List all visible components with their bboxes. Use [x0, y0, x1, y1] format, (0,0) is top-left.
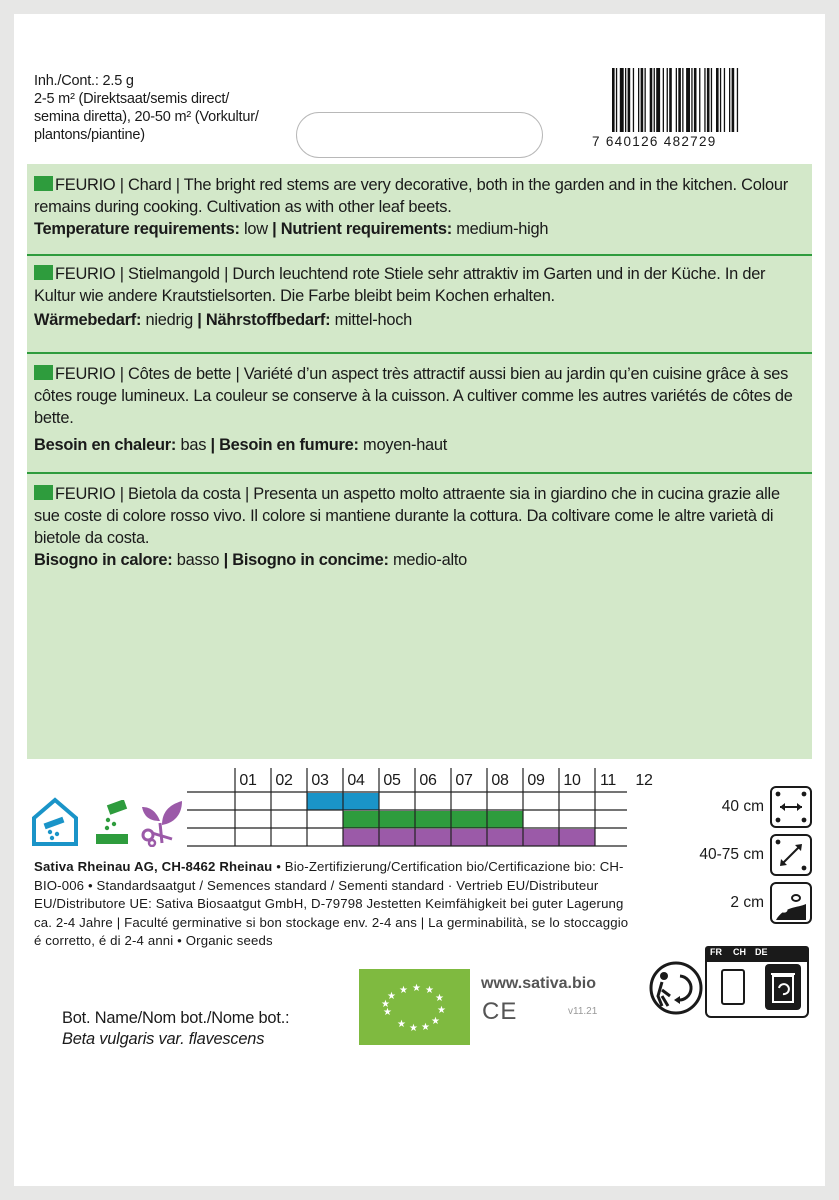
green-square-icon	[34, 176, 53, 191]
req-value: low	[239, 220, 273, 238]
ce-mark: CE	[482, 998, 518, 1025]
req-label: | Bisogno in concime:	[223, 551, 389, 569]
barcode-bar	[724, 68, 725, 132]
green-square-icon	[34, 365, 53, 380]
requirements-line	[34, 309, 804, 331]
bin-icon	[765, 964, 801, 1010]
green-square-icon	[34, 265, 53, 280]
barcode-bar	[711, 68, 712, 132]
req-value: bas	[176, 436, 211, 454]
req-value: niedrig	[141, 311, 198, 329]
barcode-bar	[699, 68, 700, 132]
svg-text:★: ★	[383, 1007, 392, 1018]
svg-text:★: ★	[421, 1022, 430, 1033]
svg-text:★: ★	[435, 993, 444, 1004]
barcode-bar	[620, 68, 624, 132]
barcode-bar	[686, 68, 690, 132]
barcode-bar	[612, 68, 615, 132]
barcode-bar	[669, 68, 672, 132]
month-label: 10	[563, 772, 581, 789]
barcode-bar	[645, 68, 646, 132]
eu-organic-logo	[359, 969, 470, 1045]
barcode-bar	[625, 68, 626, 132]
spacing-label: 40-75 cm	[699, 846, 764, 863]
month-label: 12	[635, 772, 653, 789]
month-label: 07	[455, 772, 473, 789]
svg-text:★: ★	[437, 1005, 446, 1016]
row-spacing	[722, 786, 812, 828]
req-label: Besoin en chaleur:	[34, 436, 177, 454]
month-label: 05	[383, 772, 401, 789]
barcode-bar	[638, 68, 639, 132]
packet-icon	[719, 966, 749, 1010]
barcode-bar	[682, 68, 683, 132]
section-text: FEURIO | Stielmangold | Durch leuchtend rote Stiele sehr attraktiv im Garten und in der Küche. In der Kultur wie andere Krautstielsorten. Die Farbe bleibt beim Kochen erhalten.	[34, 265, 766, 305]
svg-text:★: ★	[387, 991, 396, 1002]
botanical-name-block	[62, 1008, 289, 1050]
sowing-calendar	[27, 768, 653, 856]
barcode-bar	[716, 68, 719, 132]
section-text: FEURIO | Chard | The bright red stems are very decorative, both in the garden and in the kitchen. Colour remains during cooking. Cultivation as with other leaf beets.	[34, 176, 788, 216]
month-label: 06	[419, 772, 437, 789]
section-german	[34, 263, 804, 331]
section-divider	[27, 254, 812, 256]
botanical-label: Bot. Name/Nom bot./Nome bot.:	[62, 1009, 290, 1027]
eu-leaf-stars-icon	[359, 969, 470, 1045]
requirements-line	[34, 549, 804, 571]
company-name: Sativa Rheinau AG, CH-8462 Rheinau	[34, 859, 273, 874]
barcode-bars	[592, 68, 772, 132]
spacing-label: 2 cm	[730, 894, 764, 911]
req-value: basso	[172, 551, 224, 569]
requirements-line	[34, 434, 804, 456]
barcode-bar	[650, 68, 653, 132]
barcode-bar	[633, 68, 634, 132]
barcode-bar	[641, 68, 644, 132]
section-italian	[34, 483, 804, 571]
req-label: Wärmebedarf:	[34, 311, 142, 329]
contents-info	[34, 72, 259, 144]
green-square-icon	[34, 485, 53, 500]
req-value: moyen-haut	[358, 436, 448, 454]
section-divider	[27, 352, 812, 354]
barcode-bar	[691, 68, 692, 132]
req-value: medio-alto	[388, 551, 468, 569]
req-label: Temperature requirements:	[34, 220, 240, 238]
section-english	[34, 174, 804, 240]
contents-line: semina diretta), 20-50 m² (Vorkultur/	[34, 109, 259, 125]
svg-text:★: ★	[381, 999, 390, 1010]
requirements-line	[34, 218, 804, 240]
contents-line: 2-5 m² (Direktsaat/semis direct/	[34, 91, 230, 107]
barcode-bar	[732, 68, 735, 132]
triman-logo-icon	[648, 960, 704, 1016]
contents-line: plantons/piantine)	[34, 127, 145, 143]
barcode-bar	[737, 68, 738, 132]
barcode-digits: 7 640126 482729	[592, 134, 717, 149]
req-label: Bisogno in calore:	[34, 551, 173, 569]
month-label: 09	[527, 772, 545, 789]
company-info	[34, 858, 634, 951]
barcode-bar	[628, 68, 631, 132]
svg-text:★: ★	[412, 983, 421, 994]
month-label: 01	[239, 772, 257, 789]
botanical-name: Beta vulgaris var. flavescens	[62, 1030, 265, 1048]
svg-text:★: ★	[399, 985, 408, 996]
svg-text:★: ★	[409, 1023, 418, 1034]
svg-text:★: ★	[397, 1019, 406, 1030]
section-divider	[27, 472, 812, 474]
hanger-slot	[296, 112, 543, 158]
req-label: | Besoin en fumure:	[210, 436, 359, 454]
req-value: mittel-hoch	[330, 311, 413, 329]
req-value: medium-high	[451, 220, 549, 238]
calendar-grid	[27, 768, 627, 856]
barcode-bar	[667, 68, 668, 132]
month-label: 02	[275, 772, 293, 789]
row-spacing-icon	[770, 786, 812, 828]
barcode-bar	[678, 68, 681, 132]
barcode-bar	[676, 68, 677, 132]
req-label: | Nutrient requirements:	[272, 220, 452, 238]
section-text: FEURIO | Bietola da costa | Presenta un aspetto molto attraente sia in giardino che in cucina grazie alle sue coste di colore rosso vivo. Il colore si mantiene durante la cottura. Da coltivare come le altre varietà di bietole da costa.	[34, 485, 780, 547]
barcode-bar	[720, 68, 721, 132]
req-label: | Nährstoffbedarf:	[197, 311, 331, 329]
company-text: • Bio-Zertifizierung/Certification bio/Certificazione bio: CH-BIO-006 • Standardsaatgut / Semences standard / Sementi standard · Vertrieb EU/Distributeur EU/Distributore UE: Sativa Biosaatgut GmbH, D-79798 Jestetten Keimfähigkeit bei guter Lagerung ca. 2-4 Jahre | Faculté germinative si bon stockage env. 2-4 ans | La germinabilità, se lo stoccaggio é corretto, é di 2-4 anni • Organic seeds	[34, 859, 629, 949]
barcode-bar	[694, 68, 697, 132]
recycling-info	[705, 946, 809, 1020]
country-code: CH	[733, 947, 746, 957]
barcode-bar	[616, 68, 617, 132]
country-code: FR	[710, 947, 722, 957]
svg-text:★: ★	[425, 985, 434, 996]
sowing-depth-icon	[770, 882, 812, 924]
calendar-bar-harvest	[343, 829, 595, 846]
section-text: FEURIO | Côtes de bette | Variété d’un aspect très attractif aussi bien au jardin qu’en cuisine grâce à ses côtes rouge lumineux. La couleur se conserve à la cuisson. A cultiver comme les autres variétés de côtes de bette.	[34, 365, 793, 427]
spacing-label: 40 cm	[721, 798, 764, 815]
month-label: 04	[347, 772, 365, 789]
website-url: www.sativa.bio	[481, 975, 596, 992]
barcode	[592, 68, 772, 158]
barcode-bar	[729, 68, 730, 132]
barcode-bar	[663, 68, 664, 132]
barcode-bar	[707, 68, 710, 132]
section-french	[34, 363, 804, 456]
month-label: 03	[311, 772, 329, 789]
calendar-bar-sowing-outdoors	[343, 811, 523, 828]
month-label: 08	[491, 772, 509, 789]
version-label: v11.21	[568, 1006, 598, 1017]
month-label: 11	[599, 772, 616, 789]
plant-spacing	[699, 834, 812, 876]
barcode-bar	[654, 68, 655, 132]
plant-spacing-icon	[770, 834, 812, 876]
country-code: DE	[755, 947, 768, 957]
svg-text:★: ★	[431, 1016, 440, 1027]
contents-line: Inh./Cont.: 2.5 g	[34, 73, 134, 89]
barcode-bar	[656, 68, 660, 132]
sowing-depth	[730, 882, 812, 924]
barcode-bar	[704, 68, 705, 132]
